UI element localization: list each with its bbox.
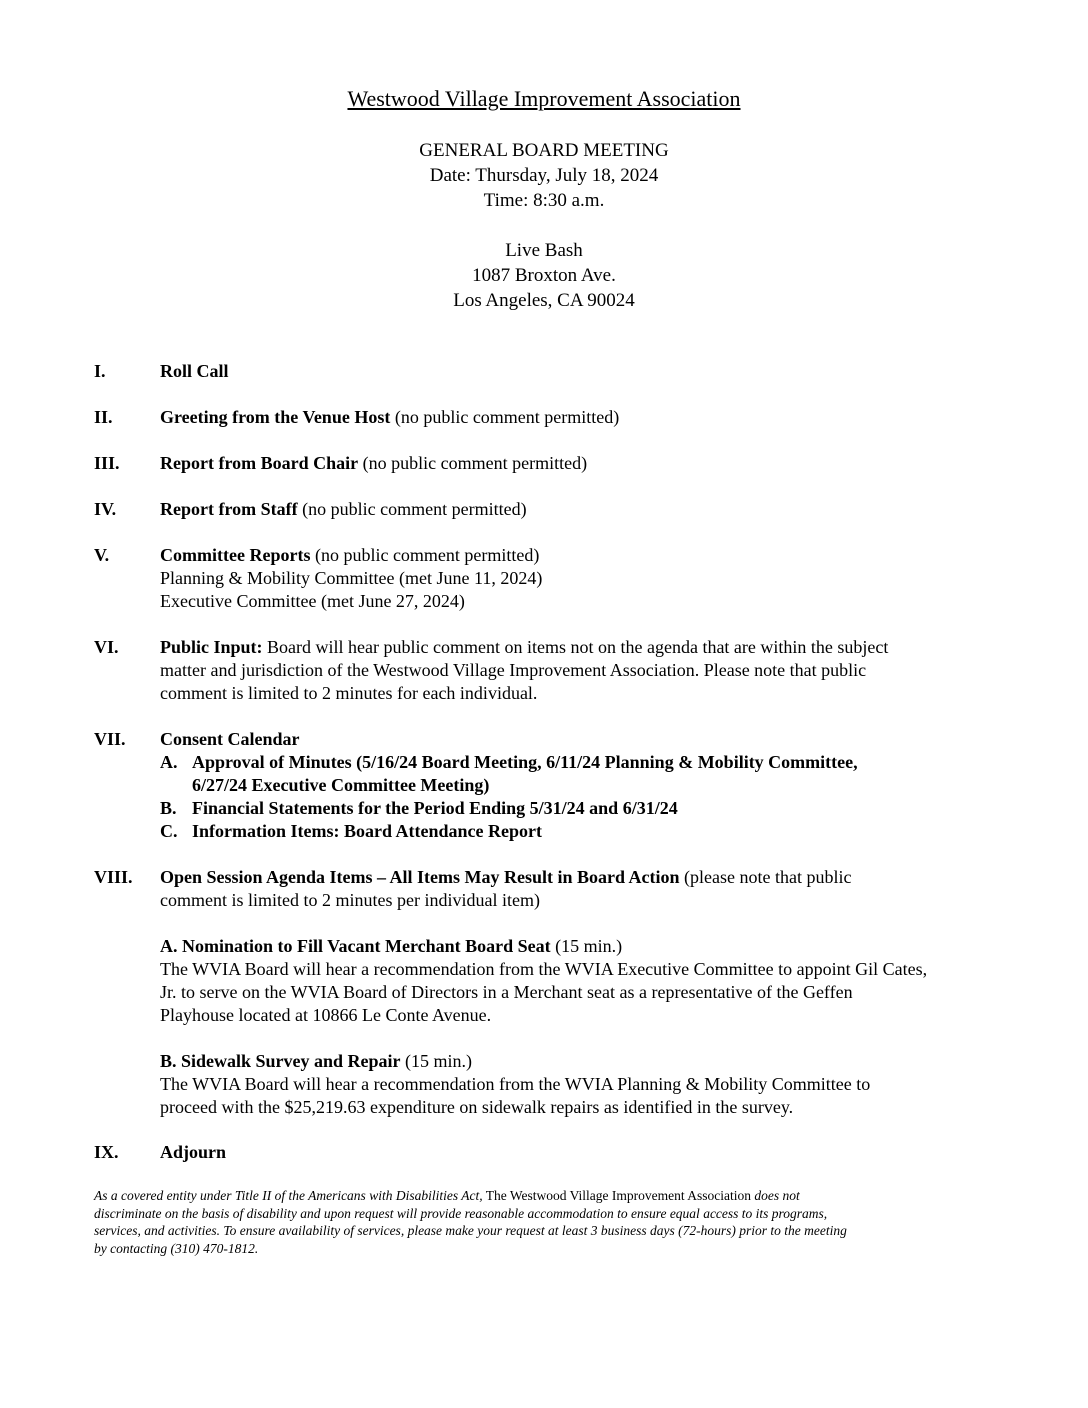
item-title: Committee Reports xyxy=(160,545,311,565)
open-item-b-title: B. Sidewalk Survey and Repair (15 min.) xyxy=(160,1051,473,1071)
item-number: VI. xyxy=(94,637,119,657)
open-item-a-text: Playhouse located at 10866 Le Conte Avenue. xyxy=(160,1005,492,1025)
item-number: I. xyxy=(94,361,106,381)
consent-item-a-cont: 6/27/24 Executive Committee Meeting) xyxy=(192,775,490,795)
item-note: (please note that public xyxy=(679,867,852,887)
item-note: (no public comment permitted) xyxy=(310,545,540,565)
item-note: (no public comment permitted) xyxy=(390,407,620,427)
committee-line: Executive Committee (met June 27, 2024) xyxy=(160,591,465,611)
item-number: V. xyxy=(94,545,110,565)
item-number: IV. xyxy=(94,499,117,519)
meeting-time: Time: 8:30 a.m. xyxy=(483,190,605,211)
item-note: (no public comment permitted) xyxy=(297,499,527,519)
item-number: II. xyxy=(94,407,113,427)
ada-text: discriminate on the basis of disability and upon request will provide reasonable accommodation to ensure equal access to its programs, xyxy=(94,1205,828,1221)
ada-text: services, and activities. To ensure availability of services, please make your request at least 3 business days (72-hours) prior to the meeting xyxy=(94,1223,847,1238)
consent-item-c: C. Information Items: Board Attendance Report xyxy=(160,821,542,841)
item-title: Public Input: xyxy=(160,637,263,657)
item-note: (no public comment permitted) xyxy=(358,453,588,473)
open-item-b-text: proceed with the $25,219.63 expenditure on sidewalk repairs as identified in the survey. xyxy=(160,1097,794,1117)
item-title: Report from Staff xyxy=(160,499,298,519)
item-number: VIII. xyxy=(94,867,133,887)
item-title: Adjourn xyxy=(160,1142,227,1162)
item-title: Roll Call xyxy=(160,361,229,381)
venue-address xyxy=(0,238,1088,313)
consent-item-a: A. Approval of Minutes (5/16/24 Board Meeting, 6/11/24 Planning & Mobility Committee, xyxy=(160,752,858,772)
open-item-a-title: A. Nomination to Fill Vacant Merchant Board Seat (15 min.) xyxy=(160,936,623,956)
venue-street: 1087 Broxton Ave. xyxy=(472,265,616,286)
item-text: Board will hear public comment on items not on the agenda that are within the subject xyxy=(262,637,889,657)
ada-text: does not xyxy=(754,1188,800,1203)
open-item-a-text: Jr. to serve on the WVIA Board of Directors in a Merchant seat as a representative of the Geffen xyxy=(160,982,853,1002)
document-title: Westwood Village Improvement Association xyxy=(347,86,741,111)
ada-org-name: The Westwood Village Improvement Association xyxy=(482,1188,755,1203)
item-text: matter and jurisdiction of the Westwood Village Improvement Association. Please note that public xyxy=(160,660,867,680)
item-text: comment is limited to 2 minutes per individual item) xyxy=(160,890,540,910)
item-title: Report from Board Chair xyxy=(160,453,359,473)
venue-city: Los Angeles, CA 90024 xyxy=(453,290,635,311)
item-number: III. xyxy=(94,453,120,473)
item-number: VII. xyxy=(94,729,126,749)
ada-notice xyxy=(94,1187,1024,1257)
ada-text: As a covered entity under Title II of the Americans with Disabilities Act, xyxy=(94,1188,483,1203)
meeting-header xyxy=(0,138,1088,213)
item-text: comment is limited to 2 minutes for each individual. xyxy=(160,683,538,703)
ada-text: by contacting (310) 470-1812. xyxy=(94,1240,259,1256)
meeting-name: GENERAL BOARD MEETING xyxy=(419,140,669,161)
item-title: Open Session Agenda Items – All Items May Result in Board Action xyxy=(160,867,680,887)
venue-name: Live Bash xyxy=(505,240,583,261)
item-title: Greeting from the Venue Host xyxy=(160,407,391,427)
item-number: IX. xyxy=(94,1142,119,1162)
consent-item-b: B. Financial Statements for the Period Ending 5/31/24 and 6/31/24 xyxy=(160,798,678,818)
open-item-b-text: The WVIA Board will hear a recommendation from the WVIA Planning & Mobility Committee to xyxy=(160,1074,871,1094)
meeting-date: Date: Thursday, July 18, 2024 xyxy=(429,165,659,186)
committee-line: Planning & Mobility Committee (met June 11, 2024) xyxy=(160,568,543,588)
item-title: Consent Calendar xyxy=(160,729,300,749)
open-item-a-text: The WVIA Board will hear a recommendation from the WVIA Executive Committee to appoint Gil Cates, xyxy=(160,959,928,979)
